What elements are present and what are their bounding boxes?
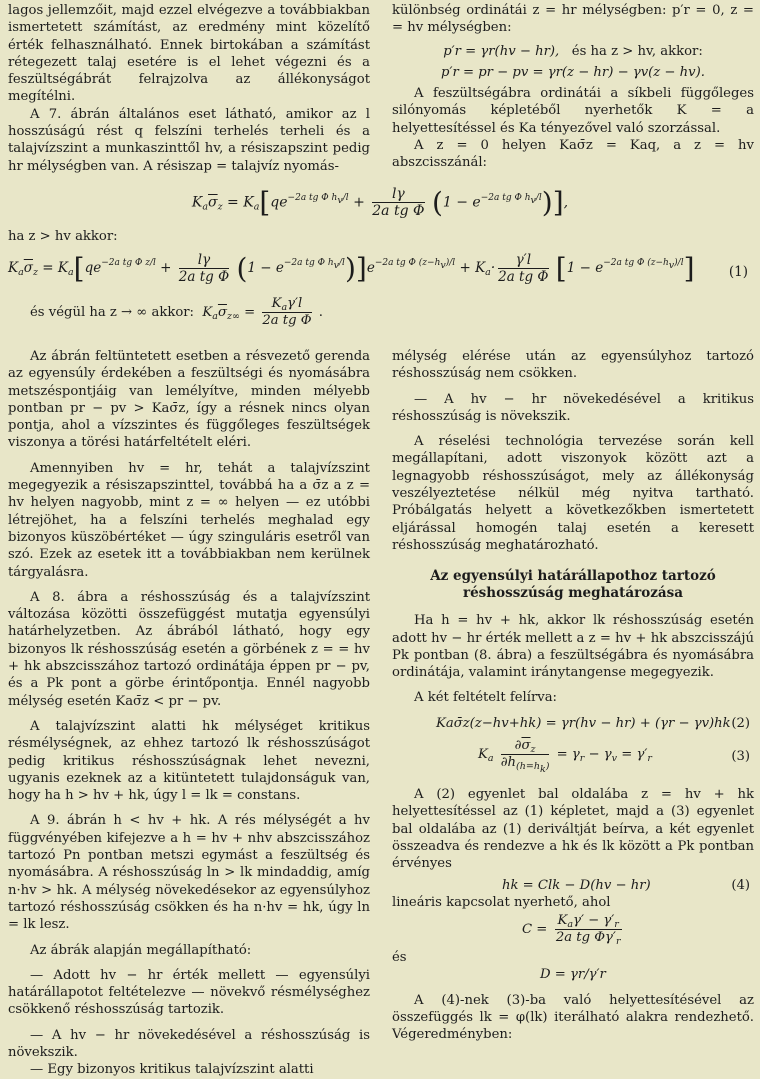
equation-pr-condition: és ha z > hv, akkor:: [571, 43, 703, 59]
paragraph: és: [392, 950, 407, 966]
equation-2-number: (2): [731, 715, 750, 731]
paragraph: Amennyiben hv = hr, tehát a talajvízszint megegyezik a résiszapszinttel, továbbá ha a σ̄z a z = hv helyen nagyobb, mint z = ∞ helyen — ez utóbbi létrejöhet, ha a felszíni terhelés meghalad egy bizonyos küszöbértéket — úgy szinguláris esetről van szó. Ezek az esetek itt a továbbiakban nem kerülnek tárgyalásra.: [8, 460, 370, 580]
paragraph: lagos jellemzőit, majd ezzel elvégezve a továbbiakban ismertetett számítást, az eredmény mint közelítő érték felhasználható. Ennek birtokában a számítást rétegezett talaj esetére is el lehet végezni és a feszültségábrát felrajzolva az állékonyságot megítélni.: [8, 3, 370, 105]
paragraph: A 9. ábrán h < hv + hk. A rés mélységét a hv függvényében kifejezve a h = hv + nhv abszcisszához tartozó Pn pontban metszi egymást a feszültség és nyomásábra. A réshosszúság ln > lk mindaddig, amíg n·hv > hk. A mélység növekedésekor az egyensúlyhoz tartozó réshosszúság csökken és ha n·hv = hk, úgy ln = lk lesz.: [8, 813, 370, 933]
equation-4-text: hk = Clk − D(hv − hr): [502, 877, 651, 893]
paragraph: különbség ordinátái z = hr mélységben: p′r = 0, z = = hv mélységben:: [392, 3, 754, 36]
equation-3: $K_a$ $\frac{\partial\overline{\sigma}_z}{\partial h_{(h=h_k)}}$ = $\gamma_r - \gamma_v = \gamma'_r$ (3): [478, 738, 750, 776]
equation-1: $K_a\overline{\sigma}_z = K_a[qe^{-2a tg \Phi z/l}$ + $\frac{l\gamma}{\text{2a tg Φ}}$ $(1 - e^{-2a tg \Phi h_v/l})]e^{-2a tg \Phi (z-h_v)/l} + K_a\cdot$ $\frac{\gamma'l}{\text{2a tg Φ}}$ $[1 - e^{-2a tg \Phi (z-h_v)/l}]$ (1): [8, 251, 748, 285]
condition-z-greater: [8, 228, 752, 245]
equation-pr: [392, 43, 754, 60]
condition-z-greater-text: ha z > hv akkor:: [8, 229, 118, 244]
condition-z-infinity: és végül ha z → ∞ akkor:: [30, 305, 195, 320]
equation-2-text: Kaσ̄z(z−hv+hk) = γr(hv − hr) + (γr − γv)hk: [436, 715, 731, 731]
equation-3-number: (3): [731, 749, 750, 765]
equation-C: C = $\frac{K_a\gamma' - \gamma'_r}{2a tg \Phi\gamma'_r}$: [522, 913, 621, 948]
paragraph: — Egy bizonyos kritikus talajvízszint alatti: [30, 1062, 314, 1078]
section-heading: Az egyensúlyi határállapothoz tartozó réshosszúság meghatározása: [430, 568, 716, 602]
paragraph: A réselési technológia tervezése során kell megállapítani, adott viszonyok között azt a legnagyobb réshosszúságot, mely az állékonyság veszélyeztetése nélkül még nyitva tartható. Próbálgatás helyett a következőkben ismertetett eljárással homogén talaj esetén a keresett réshosszúság meghatározható.: [392, 434, 754, 553]
paragraph: — A hv − hr növekedésével a kritikus réshosszúság is növekszik.: [392, 391, 754, 424]
paragraph: A két feltételt felírva:: [414, 690, 558, 706]
equation-1-number: (1): [728, 264, 748, 280]
paragraph: mélység elérése után az egyensúlyhoz tartozó réshosszúság nem csökken.: [392, 349, 754, 382]
paragraph: A (2) egyenlet bal oldalába z = hv + hk helyettesítéssel az (1) képletet, majd a (3) egyenlet bal oldalába az (1) deriváltját beírva, a két egyenlet összeadva és rendezve a hk és lk között a Pk pontban érvényes: [392, 787, 754, 872]
bottom-right-column: [392, 348, 754, 1044]
paragraph: A z = 0 helyen Kaσ̄z = Kaq, a z = hv abszcisszánál:: [392, 138, 754, 171]
paragraph: — A hv − hr növekedésével a réshosszúság is növekszik.: [8, 1027, 370, 1060]
equation-pr-text: p′r = γr(hv − hr),: [443, 43, 560, 59]
paragraph: Az ábrák alapján megállapítható:: [30, 942, 252, 958]
top-right-column: [392, 2, 754, 172]
equation-4: [392, 877, 754, 894]
paragraph: A 7. ábrán általános eset látható, amikor az l hosszúságú rést q felszíni terhelés terheli és a talajvízszint a munkaszinttől hv, a résiszapszint pedig hr mélységben van. A résiszap = talajvíz nyomás-: [8, 106, 370, 174]
bottom-left-column: [8, 348, 370, 1079]
paragraph: — Adott hv − hr érték mellett — egyensúlyi határállapotot feltételezve — növekvő résmélységhez csökkenő réshosszúság tartozik.: [8, 967, 370, 1018]
equation-main: $K_a\overline{\sigma}_z = K_a[qe^{-2a tg \Phi h_v/l}$ + $\frac{l\gamma}{\text{2a tg Φ}}$ $(1 - e^{-2a tg \Phi h_v/l})$],: [191, 185, 569, 219]
equation-4-number: (4): [731, 877, 750, 893]
equation-pr-difference: p′r = pr − pv = γr(z − hr) − γv(z − hv).: [441, 64, 705, 80]
paragraph: lineáris kapcsolat nyerhető, ahol: [392, 894, 611, 910]
paragraph: Az ábrán feltüntetett esetben a résvezető gerenda az egyensúly érdekében a feszültségi és nyomásábra metszéspontjáig van lemélyítve, minden mélyebb pontban pr − pv > Kaσ̄z, így a résnek nincs olyan pontja, ahol a vízszintes és függőleges feszültségek viszonya a törési határfeltételt eléri.: [8, 349, 370, 451]
paragraph: A (4)-nek (3)-ba való helyettesítésével az összefüggés lk = φ(lk) iterálható alakra rendezhető. Végeredményben:: [392, 992, 754, 1043]
top-left-column: [8, 2, 370, 175]
paragraph: A talajvízszint alatti hk mélységet kritikus résmélységnek, az ehhez tartozó lk réshosszúságot pedig kritikus réshosszúságnak lehet nevezni, ugyanis ezeknek az a kitüntetett tulajdonságuk van, hogy ha h > hv + hk, úgy l = lk = constans.: [8, 718, 370, 804]
equation-limit: és végül ha z → ∞ akkor: $K_a\overline{\sigma}_{z\infty}$ = $\frac{K_a\gamma'l}{\text{2a tg Φ}}$ .: [30, 296, 323, 328]
paragraph: A 8. ábra a réshosszúság és a talajvízszint változása közötti összefüggést mutatja egyensúlyi határhelyzetben. Az ábrából látható, hogy egy bizonyos lk réshosszúság esetén a görbének z = = hv + hk abszcisszához tartozó ordinátája éppen pr − pv, és a Pk pont a görbe érintőpontja. Ennél nagyobb mélység esetén Kaσ̄z < pr − pv.: [8, 589, 370, 709]
equation-2: [392, 715, 754, 732]
equation-D-text: D = γr/γ′r: [540, 967, 606, 983]
paragraph: Ha h = hv + hk, akkor lk réshosszúság esetén adott hv − hr érték mellett a z = hv + hk abszcisszájú Pk pontban (8. ábra) a feszültségábra és nyomásábra ordinátája, valamint iránytangense megegyezik.: [392, 613, 754, 681]
paragraph: A feszültségábra ordinátái a síkbeli függőleges silónyomás képletéből nyerhetők K = a helyettesítéssel és Ka tényezővel való szorzással.: [392, 86, 754, 136]
equation-D: [392, 966, 754, 983]
